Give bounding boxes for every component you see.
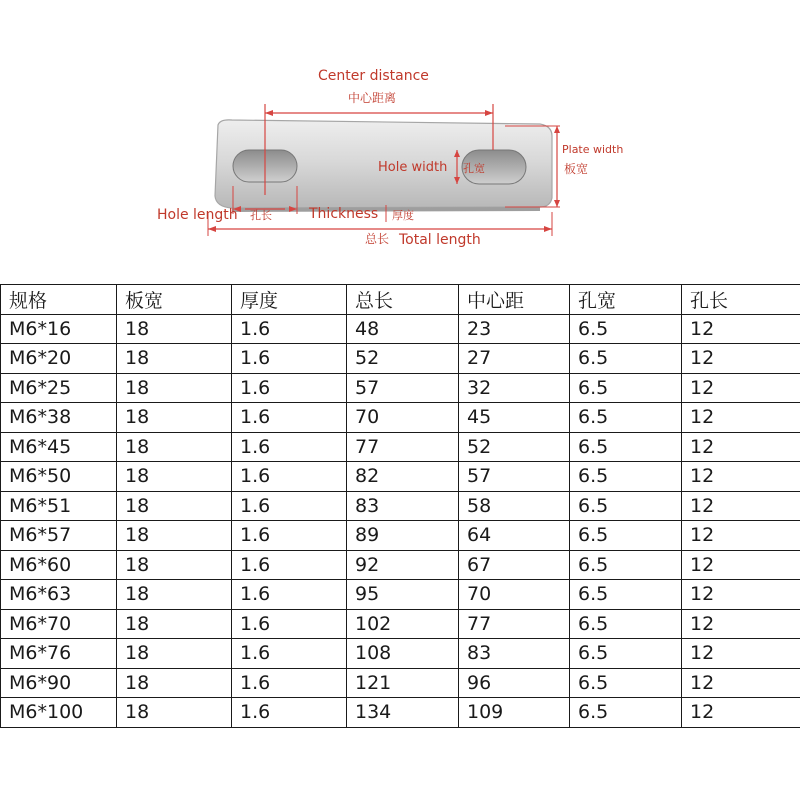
cell-hole-length: 12	[682, 580, 800, 610]
cell-spec: M6*50	[1, 462, 117, 492]
cell-spec: M6*25	[1, 373, 117, 403]
cell-plate-width: 18	[117, 344, 232, 374]
cell-thickness: 1.6	[232, 314, 347, 344]
cell-plate-width: 18	[117, 403, 232, 433]
cell-hole-width: 6.5	[570, 639, 682, 669]
table-row	[1, 639, 800, 669]
cell-center-distance: 52	[459, 432, 570, 462]
table-row	[1, 314, 800, 344]
cell-spec: M6*100	[1, 698, 117, 728]
table-row	[1, 403, 800, 433]
cell-total-length: 92	[347, 550, 459, 580]
cell-total-length: 77	[347, 432, 459, 462]
cell-thickness: 1.6	[232, 491, 347, 521]
cell-center-distance: 57	[459, 462, 570, 492]
spec-table-wrapper	[0, 284, 800, 728]
cell-center-distance: 70	[459, 580, 570, 610]
table-body	[1, 314, 800, 727]
plate-diagram	[0, 0, 800, 270]
cell-total-length: 48	[347, 314, 459, 344]
table-row	[1, 462, 800, 492]
table-row	[1, 668, 800, 698]
hole-length-label-cn: 孔长	[250, 209, 272, 222]
cell-hole-width: 6.5	[570, 373, 682, 403]
table-row	[1, 432, 800, 462]
cell-hole-width: 6.5	[570, 609, 682, 639]
cell-hole-length: 12	[682, 639, 800, 669]
cell-plate-width: 18	[117, 609, 232, 639]
cell-hole-width: 6.5	[570, 491, 682, 521]
cell-hole-length: 12	[682, 314, 800, 344]
cell-total-length: 121	[347, 668, 459, 698]
cell-hole-width: 6.5	[570, 580, 682, 610]
cell-plate-width: 18	[117, 639, 232, 669]
cell-spec: M6*90	[1, 668, 117, 698]
cell-hole-length: 12	[682, 403, 800, 433]
cell-spec: M6*70	[1, 609, 117, 639]
cell-hole-width: 6.5	[570, 432, 682, 462]
cell-spec: M6*45	[1, 432, 117, 462]
header-thickness: 厚度	[232, 285, 347, 315]
cell-spec: M6*63	[1, 580, 117, 610]
cell-hole-width: 6.5	[570, 550, 682, 580]
cell-spec: M6*20	[1, 344, 117, 374]
thickness-label-cn: 厚度	[392, 209, 414, 222]
table-row	[1, 698, 800, 728]
cell-center-distance: 83	[459, 639, 570, 669]
total-length-label-cn: 总长	[365, 232, 390, 246]
cell-plate-width: 18	[117, 373, 232, 403]
cell-spec: M6*57	[1, 521, 117, 551]
cell-total-length: 95	[347, 580, 459, 610]
cell-total-length: 52	[347, 344, 459, 374]
hole-width-label-en: Hole width	[378, 160, 448, 175]
cell-hole-length: 12	[682, 344, 800, 374]
cell-total-length: 57	[347, 373, 459, 403]
cell-thickness: 1.6	[232, 550, 347, 580]
cell-hole-length: 12	[682, 521, 800, 551]
cell-total-length: 108	[347, 639, 459, 669]
cell-center-distance: 109	[459, 698, 570, 728]
table-row	[1, 521, 800, 551]
cell-total-length: 82	[347, 462, 459, 492]
cell-thickness: 1.6	[232, 580, 347, 610]
plate-drawing	[0, 0, 800, 270]
plate-width-label-en: Plate width	[562, 143, 624, 156]
cell-center-distance: 45	[459, 403, 570, 433]
header-hole-length: 孔长	[682, 285, 800, 315]
cell-total-length: 102	[347, 609, 459, 639]
cell-thickness: 1.6	[232, 521, 347, 551]
cell-total-length: 134	[347, 698, 459, 728]
cell-center-distance: 67	[459, 550, 570, 580]
header-hole-width: 孔宽	[570, 285, 682, 315]
cell-spec: M6*51	[1, 491, 117, 521]
cell-hole-length: 12	[682, 550, 800, 580]
hole-width-label-cn: 孔宽	[463, 162, 485, 175]
cell-hole-width: 6.5	[570, 314, 682, 344]
cell-center-distance: 77	[459, 609, 570, 639]
cell-thickness: 1.6	[232, 344, 347, 374]
cell-thickness: 1.6	[232, 609, 347, 639]
cell-center-distance: 27	[459, 344, 570, 374]
header-center-distance: 中心距	[459, 285, 570, 315]
cell-center-distance: 23	[459, 314, 570, 344]
spec-table	[0, 284, 800, 728]
cell-plate-width: 18	[117, 432, 232, 462]
cell-plate-width: 18	[117, 580, 232, 610]
cell-spec: M6*38	[1, 403, 117, 433]
cell-thickness: 1.6	[232, 639, 347, 669]
cell-hole-length: 12	[682, 698, 800, 728]
cell-plate-width: 18	[117, 462, 232, 492]
cell-plate-width: 18	[117, 668, 232, 698]
cell-center-distance: 96	[459, 668, 570, 698]
plate-width-label-cn: 板宽	[564, 162, 589, 176]
center-distance-label-en: Center distance	[318, 68, 429, 84]
center-distance-label-cn: 中心距离	[348, 91, 397, 105]
cell-thickness: 1.6	[232, 373, 347, 403]
header-spec: 规格	[1, 285, 117, 315]
cell-hole-length: 12	[682, 373, 800, 403]
cell-total-length: 70	[347, 403, 459, 433]
cell-hole-length: 12	[682, 432, 800, 462]
table-row	[1, 491, 800, 521]
cell-spec: M6*76	[1, 639, 117, 669]
cell-thickness: 1.6	[232, 668, 347, 698]
cell-plate-width: 18	[117, 521, 232, 551]
cell-plate-width: 18	[117, 698, 232, 728]
cell-hole-length: 12	[682, 491, 800, 521]
cell-center-distance: 32	[459, 373, 570, 403]
cell-thickness: 1.6	[232, 462, 347, 492]
header-total-length: 总长	[347, 285, 459, 315]
cell-spec: M6*60	[1, 550, 117, 580]
cell-center-distance: 58	[459, 491, 570, 521]
cell-hole-width: 6.5	[570, 698, 682, 728]
cell-hole-length: 12	[682, 668, 800, 698]
total-length-label-en: Total length	[399, 232, 481, 248]
cell-center-distance: 64	[459, 521, 570, 551]
cell-hole-width: 6.5	[570, 403, 682, 433]
cell-plate-width: 18	[117, 491, 232, 521]
table-row	[1, 344, 800, 374]
cell-plate-width: 18	[117, 550, 232, 580]
cell-spec: M6*16	[1, 314, 117, 344]
header-plate-width: 板宽	[117, 285, 232, 315]
cell-thickness: 1.6	[232, 403, 347, 433]
cell-total-length: 89	[347, 521, 459, 551]
cell-hole-width: 6.5	[570, 668, 682, 698]
cell-thickness: 1.6	[232, 432, 347, 462]
hole-length-label-en: Hole length	[157, 207, 238, 223]
cell-hole-width: 6.5	[570, 462, 682, 492]
cell-hole-width: 6.5	[570, 521, 682, 551]
table-row	[1, 550, 800, 580]
table-row	[1, 373, 800, 403]
cell-hole-length: 12	[682, 609, 800, 639]
table-header-row	[1, 285, 800, 315]
cell-plate-width: 18	[117, 314, 232, 344]
cell-hole-width: 6.5	[570, 344, 682, 374]
table-row	[1, 580, 800, 610]
thickness-label-en: Thickness	[309, 206, 379, 222]
cell-hole-length: 12	[682, 462, 800, 492]
table-row	[1, 609, 800, 639]
cell-thickness: 1.6	[232, 698, 347, 728]
cell-total-length: 83	[347, 491, 459, 521]
